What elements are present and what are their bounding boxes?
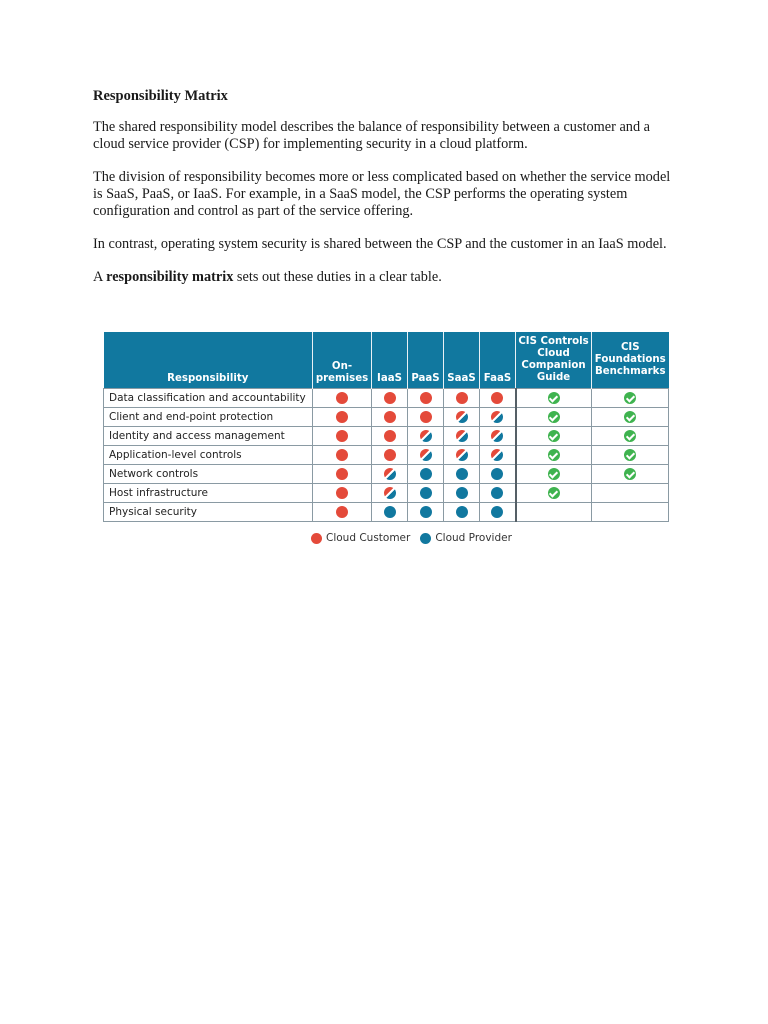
responsibility-cell [372,445,408,464]
cis-benchmarks-cell [592,388,669,407]
responsibility-cell [444,445,480,464]
responsibility-cell [408,445,444,464]
document-body [93,86,683,302]
responsibility-cell [313,483,372,502]
customer-dot-icon [336,506,348,518]
shared-dot-icon [456,449,468,461]
cis-benchmarks-cell [592,464,669,483]
provider-dot-icon [456,487,468,499]
header-on-premises: On- premises [313,332,372,388]
shared-dot-icon [420,430,432,442]
cis-companion-cell [516,445,592,464]
provider-dot-icon [456,468,468,480]
responsibility-cell [480,464,516,483]
table-row [104,502,669,521]
header-cis-benchmarks: CIS Foundations Benchmarks [592,332,669,388]
responsibility-cell [480,483,516,502]
provider-dot-icon [491,506,503,518]
legend-item-customer [311,532,410,544]
check-icon [548,487,560,499]
customer-dot-icon [456,392,468,404]
responsibility-cell [372,388,408,407]
responsibility-cell [313,464,372,483]
legend-customer-label: Cloud Customer [326,532,411,544]
header-iaas: IaaS [372,332,408,388]
shared-dot-icon [420,449,432,461]
responsibility-cell [480,407,516,426]
customer-dot-icon [384,449,396,461]
customer-dot-icon [311,533,322,544]
cis-benchmarks-cell [592,426,669,445]
customer-dot-icon [336,392,348,404]
responsibility-cell [444,483,480,502]
responsibility-cell [408,464,444,483]
matrix-header-row [104,332,669,388]
check-icon [548,468,560,480]
provider-dot-icon [491,487,503,499]
responsibility-cell [408,407,444,426]
responsibility-cell [313,445,372,464]
shared-dot-icon [491,411,503,423]
provider-dot-icon [420,468,432,480]
customer-dot-icon [420,411,432,423]
responsibility-cell [444,464,480,483]
shared-dot-icon [491,430,503,442]
customer-dot-icon [336,411,348,423]
shared-dot-icon [456,411,468,423]
customer-dot-icon [420,392,432,404]
cis-companion-cell [516,388,592,407]
responsibility-cell [372,483,408,502]
check-icon [548,449,560,461]
header-responsibility: Responsibility [104,332,313,388]
customer-dot-icon [336,468,348,480]
customer-dot-icon [336,449,348,461]
intro-prefix: A [93,269,107,285]
matrix-legend [311,531,522,545]
row-label: Network controls [104,464,313,483]
paragraph-division: The division of responsibility becomes more or less complicated based on whether the service model is SaaS, PaaS, or IaaS. For example, in a SaaS model, the CSP performs the operating system configuration and control as part of the service offering. [93,169,671,219]
cis-companion-cell [516,426,592,445]
shared-dot-icon [384,468,396,480]
paragraph-shared-model: The shared responsibility model describes the balance of responsibility between a customer and a cloud service provider (CSP) for implementing security in a cloud platform. [93,119,651,152]
check-icon [624,411,636,423]
header-saas: SaaS [444,332,480,388]
responsibility-cell [408,426,444,445]
responsibility-cell [372,502,408,521]
check-icon [624,449,636,461]
header-cis-companion-guide: CIS Controls Cloud Companion Guide [516,332,592,388]
responsibility-cell [313,502,372,521]
provider-dot-icon [384,506,396,518]
table-row [104,483,669,502]
table-row [104,407,669,426]
intro-suffix: sets out these duties in a clear table. [233,269,442,285]
customer-dot-icon [491,392,503,404]
section-title: Responsibility Matrix [93,88,228,104]
cis-benchmarks-cell [592,483,669,502]
responsibility-cell [480,426,516,445]
responsibility-cell [372,407,408,426]
row-label: Application-level controls [104,445,313,464]
legend-provider-label: Cloud Provider [435,532,512,544]
responsibility-cell [313,407,372,426]
customer-dot-icon [384,430,396,442]
paragraph-matrix-intro [93,269,683,286]
customer-dot-icon [336,487,348,499]
cis-benchmarks-cell [592,445,669,464]
responsibility-cell [408,502,444,521]
responsibility-cell [480,502,516,521]
responsibility-cell [313,388,372,407]
responsibility-cell [444,502,480,521]
responsibility-cell [444,426,480,445]
responsibility-cell [372,464,408,483]
table-row [104,426,669,445]
responsibility-matrix-table [103,332,669,522]
responsibility-cell [313,426,372,445]
cis-companion-cell [516,407,592,426]
responsibility-cell [372,426,408,445]
paragraph-contrast: In contrast, operating system security is shared between the CSP and the customer in an IaaS model. [93,236,667,252]
responsibility-cell [444,407,480,426]
check-icon [624,468,636,480]
row-label: Host infrastructure [104,483,313,502]
provider-dot-icon [420,487,432,499]
row-label: Identity and access management [104,426,313,445]
provider-dot-icon [456,506,468,518]
provider-dot-icon [420,506,432,518]
check-icon [548,392,560,404]
check-icon [624,430,636,442]
responsibility-cell [480,388,516,407]
row-label: Client and end-point protection [104,407,313,426]
responsibility-cell [480,445,516,464]
customer-dot-icon [336,430,348,442]
check-icon [548,430,560,442]
customer-dot-icon [384,411,396,423]
cis-benchmarks-cell [592,407,669,426]
shared-dot-icon [384,487,396,499]
cis-companion-cell [516,502,592,521]
legend-item-provider [420,532,512,544]
responsibility-cell [408,388,444,407]
provider-dot-icon [420,533,431,544]
table-row [104,388,669,407]
shared-dot-icon [456,430,468,442]
responsibility-cell [408,483,444,502]
header-faas: FaaS [480,332,516,388]
responsibility-cell [444,388,480,407]
cis-companion-cell [516,464,592,483]
provider-dot-icon [491,468,503,480]
table-row [104,464,669,483]
check-icon [548,411,560,423]
customer-dot-icon [384,392,396,404]
header-paas: PaaS [408,332,444,388]
matrix-body [104,388,669,521]
table-row [104,445,669,464]
cis-benchmarks-cell [592,502,669,521]
shared-dot-icon [491,449,503,461]
cis-companion-cell [516,483,592,502]
row-label: Physical security [104,502,313,521]
row-label: Data classification and accountability [104,388,313,407]
check-icon [624,392,636,404]
intro-bold-term: responsibility matrix [106,269,234,285]
